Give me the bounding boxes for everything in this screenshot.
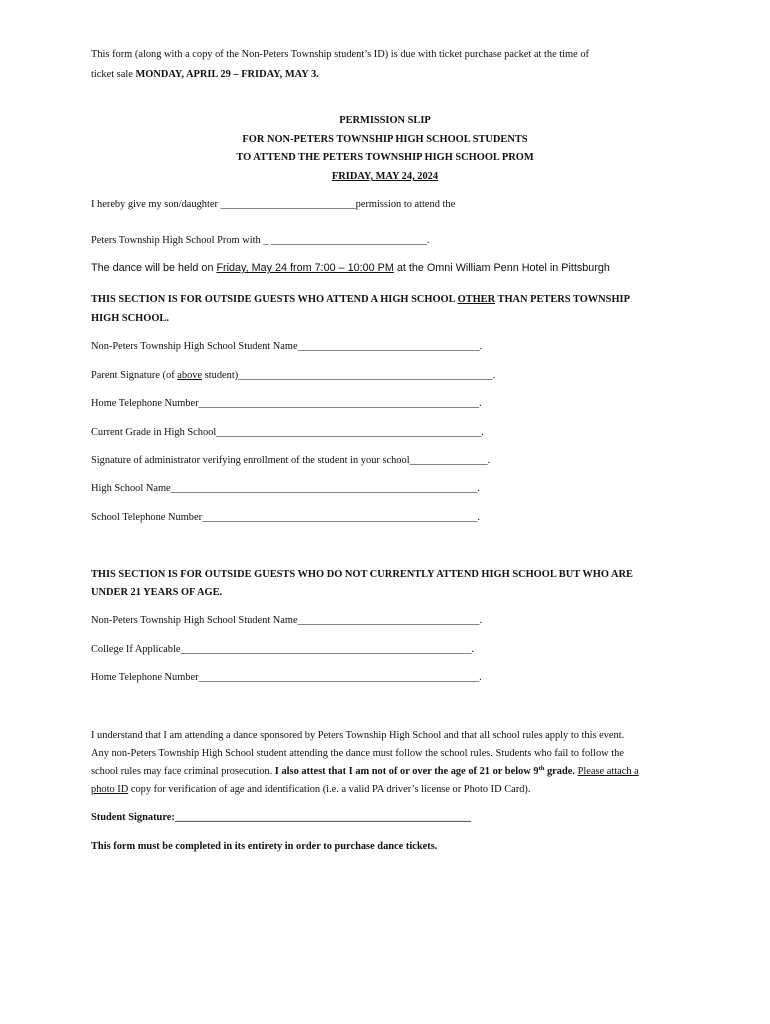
s2-student-name-row (91, 614, 482, 627)
s2-home-phone-end: . (479, 672, 482, 683)
s1-student-name-row (91, 340, 482, 353)
dance-details-suffix: at the Omni William Penn Hotel in Pittsburgh (393, 262, 610, 274)
s1-grade-end: . (481, 427, 484, 438)
age-attestation-end: grade. (544, 766, 575, 777)
dance-details-prefix: The dance will be held on (91, 262, 217, 274)
s1-parent-label-suffix: student) (202, 370, 239, 381)
s1-grade-field[interactable]: ___________________________________________________ (216, 427, 482, 438)
s1-school-name-end: . (477, 483, 480, 494)
s1-admin-signature-row (91, 454, 490, 467)
s1-admin-end: . (487, 455, 491, 466)
s1-school-name-field[interactable]: ___________________________________________________________ (170, 483, 478, 494)
prom-guest-name-field[interactable]: _ ______________________________ (263, 235, 427, 246)
s2-student-name-field[interactable]: ___________________________________ (297, 615, 480, 626)
s1-student-name-label: Non-Peters Township High School Student Name (91, 341, 298, 352)
photo-id-note: photo ID (91, 784, 129, 795)
s1-parent-label-above: above (177, 370, 203, 381)
s1-school-name-row (91, 482, 480, 495)
section-1-heading-line-2: HIGH SCHOOL. (91, 313, 169, 324)
s2-home-phone-field[interactable]: ______________________________________________________ (198, 672, 480, 683)
s1-school-phone-label: School Telephone Number (91, 512, 203, 523)
s2-student-name-end: . (479, 615, 483, 626)
s2-student-name-label: Non-Peters Township High School Student Name (91, 615, 298, 626)
s1-parent-label-prefix: Parent Signature (of (91, 370, 178, 381)
dance-details-line (91, 262, 610, 275)
student-signature-label: Student Signature: (91, 812, 175, 823)
permission-line-2 (91, 234, 430, 247)
title-date: FRIDAY, MAY 24, 2024 (331, 171, 439, 182)
s2-college-end: . (471, 644, 474, 655)
s2-college-field[interactable]: ________________________________________________________ (180, 644, 472, 655)
permission-line-1 (91, 198, 455, 211)
s1-admin-label: Signature of administrator verifying enrollment of the student in your school (91, 455, 410, 466)
intro-line-2 (91, 68, 319, 81)
intro-line-2-prefix: ticket sale (91, 69, 136, 80)
closing-line-1: I understand that I am attending a dance sponsored by Peters Township High School and that all school rules apply to this event. (91, 730, 625, 741)
s1-school-name-label: High School Name (91, 483, 171, 494)
s2-home-phone-row (91, 671, 482, 684)
permission-line-2-suffix: . (426, 235, 430, 246)
section-1-heading-line-1 (91, 293, 630, 306)
age-attestation: I also attest that I am not of or over the age of 21 or below 9 (274, 766, 539, 777)
s1-grade-row (91, 426, 484, 439)
attach-id-note: Please attach a (577, 766, 639, 777)
student-signature-field[interactable]: _________________________________________________________ (174, 812, 471, 823)
section-2-heading-line-1: THIS SECTION IS FOR OUTSIDE GUESTS WHO DO NOT CURRENTLY ATTEND HIGH SCHOOL BUT WHO ARE (91, 569, 633, 580)
completion-note: This form must be completed in its entirety in order to purchase dance tickets. (91, 841, 438, 852)
title-permission-slip: PERMISSION SLIP (339, 115, 431, 126)
student-signature-row (91, 811, 471, 824)
section-1-heading-other: OTHER (457, 294, 496, 305)
s2-college-row (91, 643, 474, 656)
s1-home-phone-label: Home Telephone Number (91, 398, 199, 409)
closing-line-3 (91, 765, 639, 778)
s1-admin-signature-field[interactable]: _______________ (409, 455, 488, 466)
s1-home-phone-field[interactable]: ______________________________________________________ (198, 398, 480, 409)
s1-student-name-field[interactable]: ___________________________________ (297, 341, 480, 352)
closing-line-4 (91, 783, 530, 796)
dance-date-time: Friday, May 24 from 7:00 – 10:00 PM (216, 262, 394, 274)
s1-student-name-end: . (479, 341, 483, 352)
title-subtitle-2: TO ATTEND THE PETERS TOWNSHIP HIGH SCHOOL PROM (236, 152, 534, 163)
s1-parent-signature-field[interactable]: _________________________________________________ (238, 370, 493, 381)
permission-line-1-suffix: permission to attend the (355, 199, 456, 210)
age-attestation-sup: th (538, 765, 545, 772)
s2-home-phone-label: Home Telephone Number (91, 672, 199, 683)
ticket-sale-dates: MONDAY, APRIL 29 – FRIDAY, MAY 3. (135, 69, 319, 80)
s1-parent-signature-end: . (492, 370, 496, 381)
s1-school-phone-row (91, 511, 480, 524)
title-subtitle-1: FOR NON-PETERS TOWNSHIP HIGH SCHOOL STUDENTS (242, 134, 528, 145)
section-2-heading-line-2: UNDER 21 YEARS OF AGE. (91, 587, 223, 598)
s2-college-label: College If Applicable (91, 644, 181, 655)
s1-home-phone-end: . (479, 398, 482, 409)
closing-line-4-suffix: copy for verification of age and identification (i.e. a valid PA driver’s license or Photo ID Card). (128, 784, 531, 795)
s1-home-phone-row (91, 397, 482, 410)
permission-line-1-prefix: I hereby give my son/daughter (91, 199, 221, 210)
s1-grade-label: Current Grade in High School (91, 427, 217, 438)
section-1-heading-suffix: THAN PETERS TOWNSHIP (495, 294, 630, 305)
section-1-heading-prefix: THIS SECTION IS FOR OUTSIDE GUESTS WHO ATTEND A HIGH SCHOOL (91, 294, 458, 305)
s1-parent-signature-row (91, 369, 495, 382)
s1-school-phone-field[interactable]: _____________________________________________________ (202, 512, 478, 523)
son-daughter-name-field[interactable]: __________________________ (220, 199, 356, 210)
closing-line-2: Any non-Peters Township High School student attending the dance must follow the school rules. Students who fail to follow the (91, 748, 624, 759)
s1-school-phone-end: . (477, 512, 481, 523)
closing-line-3-prefix: school rules may face criminal prosecution. (91, 766, 275, 777)
permission-line-2-prefix: Peters Township High School Prom with (91, 235, 264, 246)
intro-line-1: This form (along with a copy of the Non-Peters Township student’s ID) is due with ticket purchase packet at the time of (91, 49, 590, 60)
